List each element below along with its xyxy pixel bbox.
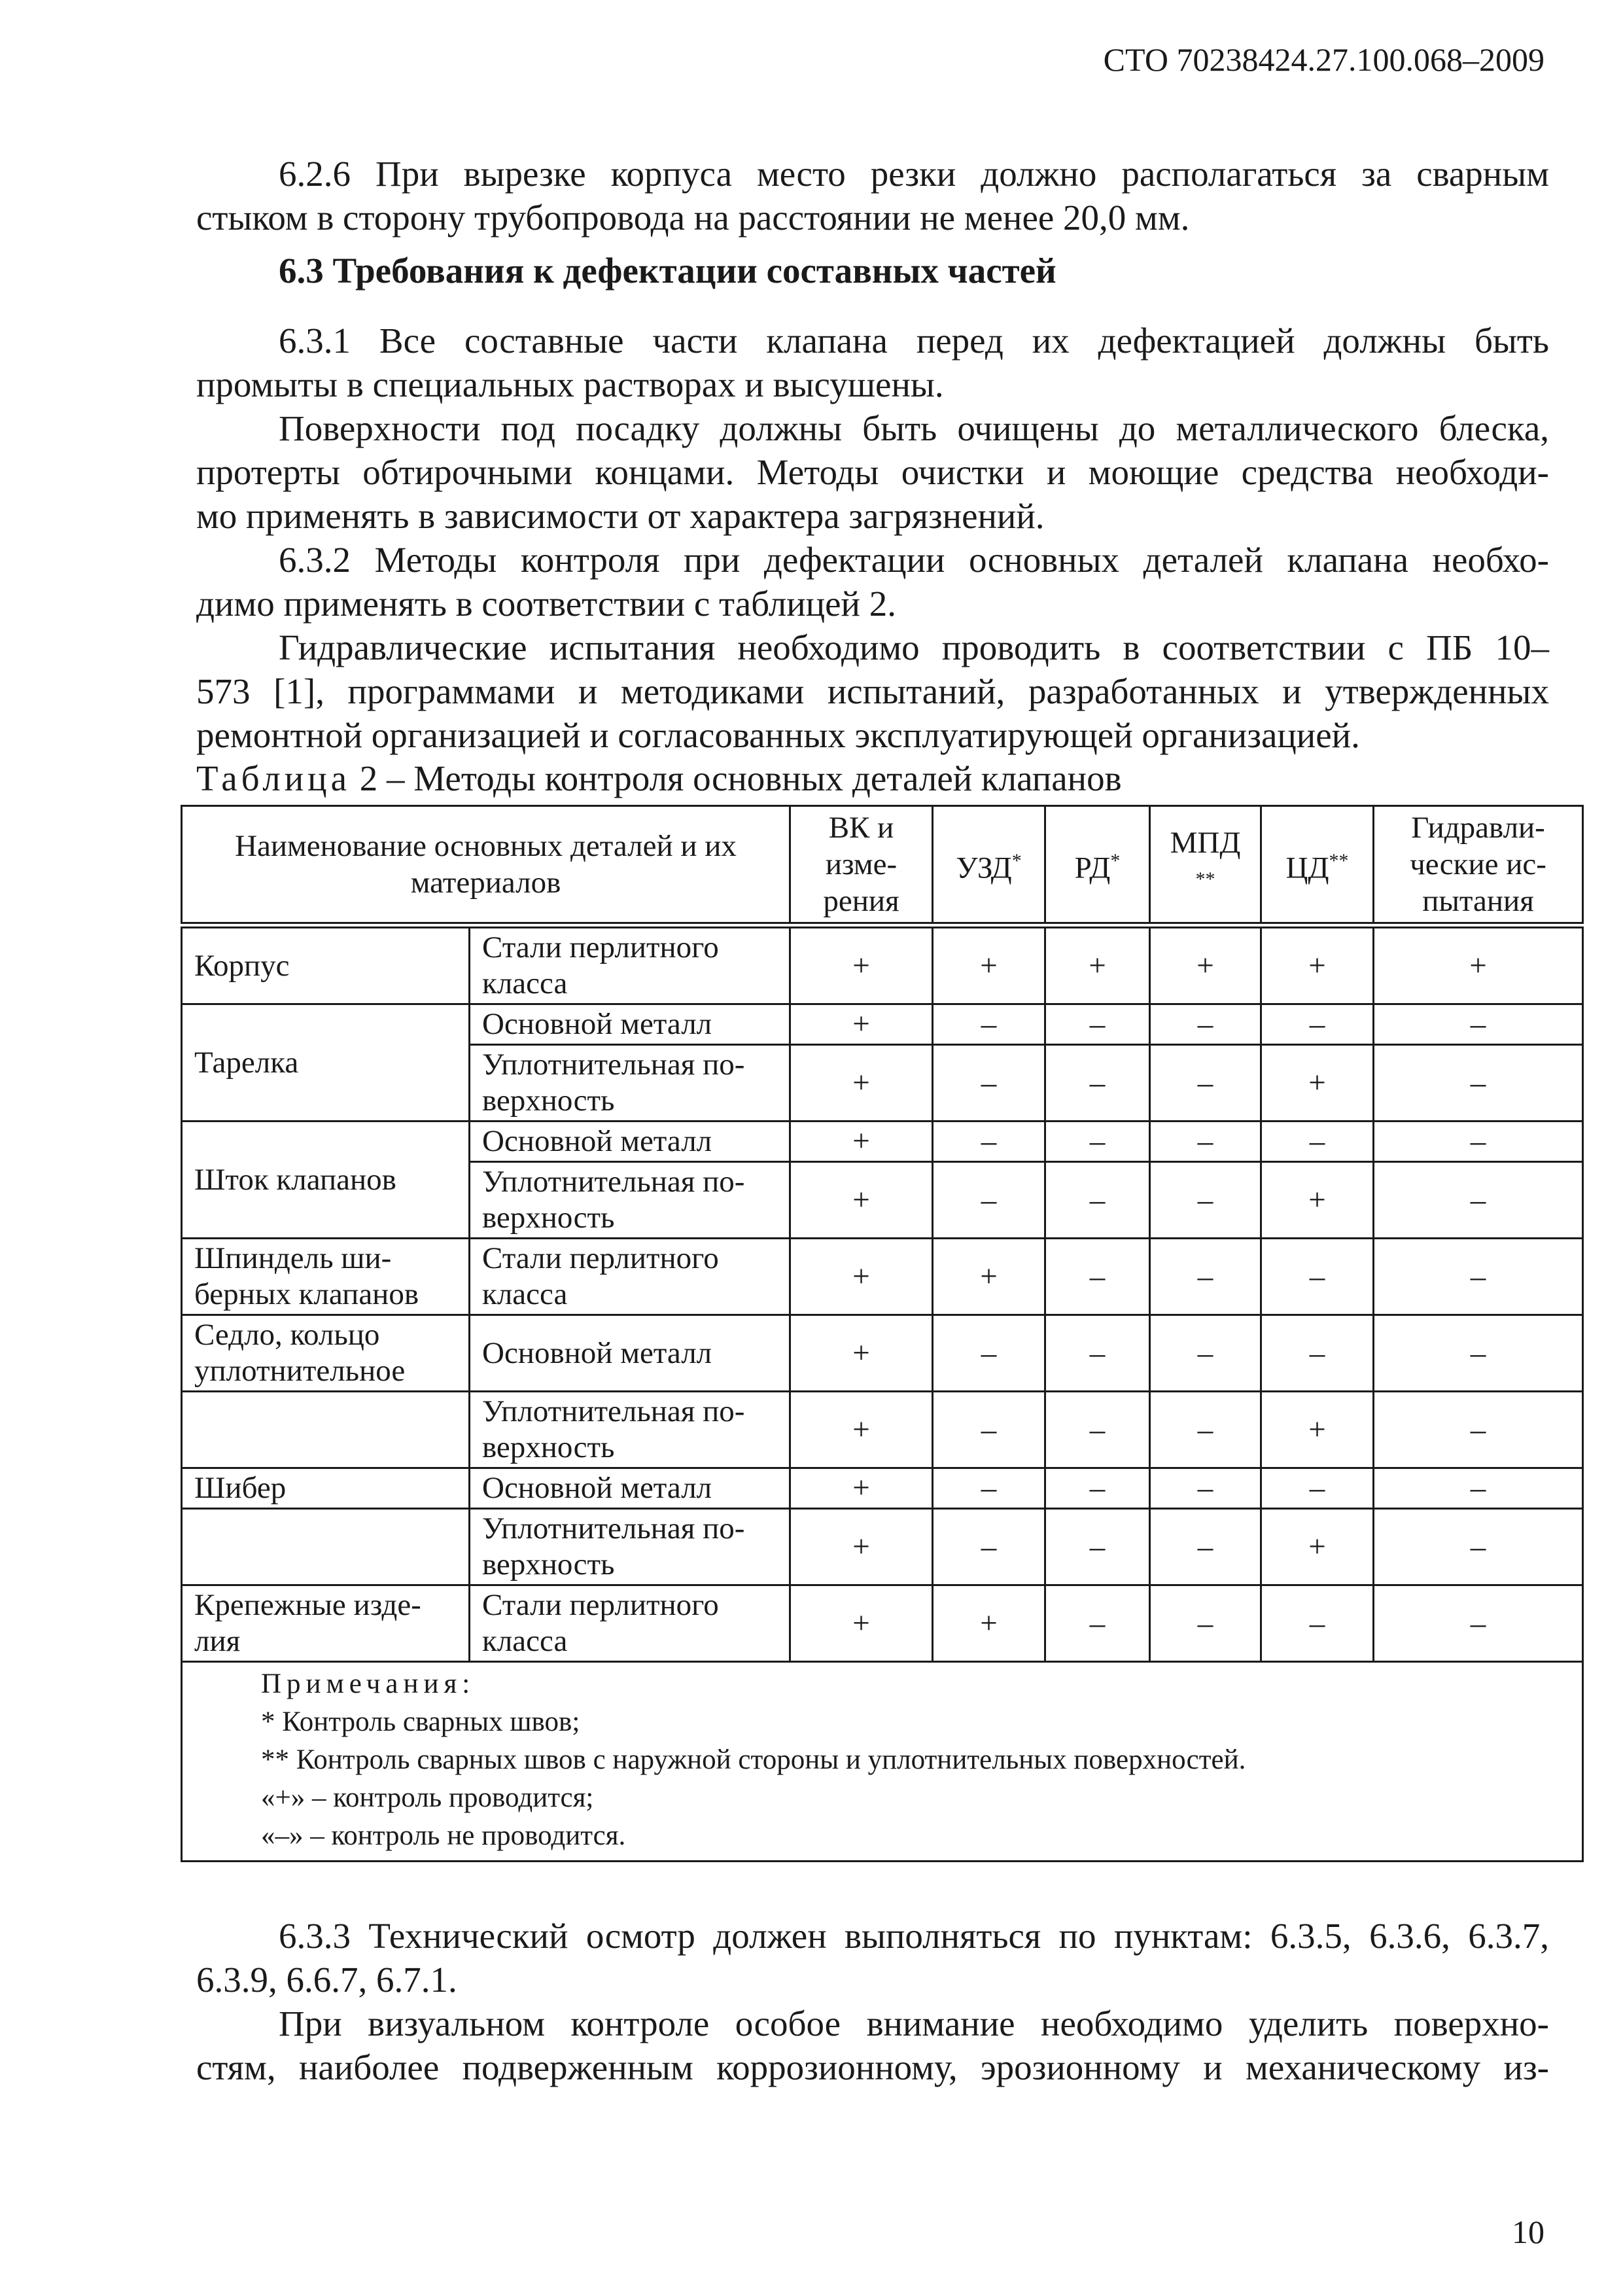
cell-value: + [790, 1315, 933, 1392]
cell-value: – [1150, 1509, 1261, 1585]
document-code: СТО 70238424.27.100.068–2009 [1103, 41, 1544, 78]
paragraph-6-3-1-cleaning [196, 406, 1549, 538]
header-uzd-label: УЗД [956, 851, 1012, 885]
table-row [182, 1468, 1583, 1509]
table-row [182, 1122, 1583, 1162]
cell-value: + [1045, 925, 1150, 1004]
table-caption-label: Таблица [196, 758, 351, 798]
cell-value: + [790, 1239, 933, 1315]
cell-value: – [1150, 1162, 1261, 1239]
header-mpd [1150, 806, 1261, 926]
cell-value: – [1045, 1122, 1150, 1162]
table-row [182, 1585, 1583, 1662]
cell-value: + [790, 1122, 933, 1162]
cell-value: + [1150, 925, 1261, 1004]
text-line: 6.3.2 Методы контроля при дефектации основных деталей клапана необхо- [279, 540, 1549, 580]
text-line: стыком в сторону трубопровода на расстоянии не менее 20,0 мм. [196, 198, 1190, 238]
table-row [182, 1509, 1583, 1585]
text-line: ремонтной организацией и согласованных эксплуатирующей организацией. [196, 715, 1360, 755]
cell-value: – [1374, 1162, 1583, 1239]
cell-value: + [790, 1509, 933, 1585]
cell-value: – [1045, 1392, 1150, 1468]
cell-value: – [1045, 1585, 1150, 1662]
cell-part [182, 1509, 470, 1585]
table-row [182, 1315, 1583, 1392]
cell-material: Основной металл [470, 1122, 790, 1162]
control-methods-table [181, 805, 1584, 1862]
cell-value: + [790, 1392, 933, 1468]
cell-material: Уплотнительная по-верхность [470, 1509, 790, 1585]
note-line: «–» – контроль не проводится. [261, 1820, 626, 1851]
cell-value: – [1374, 1122, 1583, 1162]
cell-value: + [790, 925, 933, 1004]
cell-value: + [790, 1045, 933, 1122]
text-line: мо применять в зависимости от характера загрязнений. [196, 496, 1045, 536]
cell-value: – [1261, 1468, 1374, 1509]
header-rd [1045, 806, 1150, 926]
cell-value: + [933, 1239, 1045, 1315]
cell-value: – [1045, 1045, 1150, 1122]
cell-value: – [1045, 1315, 1150, 1392]
header-cd-mark: ** [1329, 849, 1349, 872]
cell-value: + [1261, 1392, 1374, 1468]
cell-value: – [1374, 1509, 1583, 1585]
cell-value: + [1261, 925, 1374, 1004]
header-mpd-mark: ** [1195, 868, 1215, 890]
cell-value: – [1150, 1585, 1261, 1662]
cell-material: Основной металл [470, 1468, 790, 1509]
cell-value: – [933, 1468, 1045, 1509]
header-cd [1261, 806, 1374, 926]
paragraph-6-2-6 [196, 152, 1549, 239]
cell-value: – [933, 1162, 1045, 1239]
cell-part: Шток клапанов [182, 1122, 470, 1239]
table-row [182, 1004, 1583, 1045]
cell-part: Тарелка [182, 1004, 470, 1122]
cell-part: Седло, кольцо уплотнительное [182, 1315, 470, 1392]
paragraph-6-3-2 [196, 538, 1549, 626]
section-heading-6-3: 6.3 Требования к дефектации составных частей [279, 251, 1056, 291]
text-line: 6.2.6 При вырезке корпуса место резки должно располагаться за сварным [279, 154, 1549, 194]
cell-value: + [1261, 1045, 1374, 1122]
cell-material: Уплотнительная по-верхность [470, 1392, 790, 1468]
table-notes [182, 1662, 1583, 1862]
cell-value: – [933, 1315, 1045, 1392]
cell-value: + [790, 1585, 933, 1662]
paragraph-6-3-3-visual [196, 2002, 1549, 2089]
text-line: 573 [1], программами и методиками испытаний, разработанных и утвержденных [196, 671, 1549, 711]
table-header-row [182, 806, 1583, 926]
note-line: ** Контроль сварных швов с наружной стороны и уплотнительных поверхностей. [261, 1744, 1246, 1775]
cell-material: Основной металл [470, 1004, 790, 1045]
cell-part: Шпиндель ши-берных клапанов [182, 1239, 470, 1315]
text-line: стям, наиболее подверженным коррозионному, эрозионному и механическому из- [196, 2047, 1549, 2087]
cell-value: – [1045, 1468, 1150, 1509]
cell-value: – [1261, 1315, 1374, 1392]
text-line: 6.3.3 Технический осмотр должен выполняться по пунктам: 6.3.5, 6.3.6, 6.3.7, [279, 1916, 1549, 1956]
table-caption-text: 2 – Методы контроля основных деталей клапанов [350, 758, 1122, 798]
cell-value: + [790, 1004, 933, 1045]
cell-value: – [933, 1004, 1045, 1045]
cell-value: – [1045, 1239, 1150, 1315]
table-row [182, 1239, 1583, 1315]
cell-value: – [1374, 1468, 1583, 1509]
note-line: «+» – контроль проводится; [261, 1782, 594, 1813]
cell-value: – [1150, 1122, 1261, 1162]
cell-value: + [1261, 1162, 1374, 1239]
cell-value: – [1150, 1239, 1261, 1315]
cell-value: – [1150, 1004, 1261, 1045]
cell-value: – [1261, 1122, 1374, 1162]
text-line: 6.3.1 Все составные части клапана перед их дефектацией должны быть [279, 321, 1549, 361]
note-line: * Контроль сварных швов; [261, 1706, 580, 1737]
cell-value: – [1374, 1315, 1583, 1392]
cell-value: – [1374, 1004, 1583, 1045]
text-line: протерты обтирочными концами. Методы очистки и моющие средства необходи- [196, 452, 1549, 492]
cell-value: + [790, 1468, 933, 1509]
header-name: Наименование основных деталей и их материалов [182, 806, 790, 926]
text-line: промыты в специальных растворах и высушены. [196, 364, 944, 404]
cell-material: Стали перлитного класса [470, 1585, 790, 1662]
cell-value: + [790, 1162, 933, 1239]
text-line: Гидравлические испытания необходимо проводить в соответствии с ПБ 10– [279, 627, 1549, 667]
cell-value: – [1374, 1392, 1583, 1468]
table-row [182, 925, 1583, 1004]
cell-value: – [1045, 1004, 1150, 1045]
header-vk: ВК и изме-рения [790, 806, 933, 926]
cell-value: + [933, 1585, 1045, 1662]
header-hyd: Гидравли-ческие ис-пытания [1374, 806, 1583, 926]
cell-value: – [1261, 1004, 1374, 1045]
cell-material: Стали перлитного класса [470, 925, 790, 1004]
cell-value: – [933, 1045, 1045, 1122]
header-rd-label: РД [1074, 851, 1111, 885]
cell-part: Корпус [182, 925, 470, 1004]
cell-value: – [933, 1509, 1045, 1585]
cell-material: Стали перлитного класса [470, 1239, 790, 1315]
cell-value: + [1374, 925, 1583, 1004]
page-number: 10 [1512, 2214, 1544, 2250]
cell-value: – [1261, 1585, 1374, 1662]
paragraph-6-3-2-hydraulic [196, 626, 1549, 757]
cell-value: + [933, 925, 1045, 1004]
header-mpd-label: МПД [1170, 825, 1241, 860]
cell-value: + [1261, 1509, 1374, 1585]
cell-value: – [1261, 1239, 1374, 1315]
table-notes-row [182, 1662, 1583, 1862]
text-line: 6.3.9, 6.6.7, 6.7.1. [196, 1960, 457, 2000]
paragraph-6-3-3 [196, 1914, 1549, 2002]
table-row [182, 1392, 1583, 1468]
cell-value: – [1045, 1162, 1150, 1239]
cell-value: – [1150, 1468, 1261, 1509]
header-uzd [933, 806, 1045, 926]
cell-material: Основной металл [470, 1315, 790, 1392]
notes-title: Примечания: [261, 1669, 476, 1699]
cell-part: Крепежные изде-лия [182, 1585, 470, 1662]
cell-value: – [1374, 1045, 1583, 1122]
header-rd-mark: * [1110, 849, 1121, 872]
cell-value: – [1374, 1585, 1583, 1662]
text-line: Поверхности под посадку должны быть очищены до металлического блеска, [279, 408, 1549, 448]
cell-part: Шибер [182, 1468, 470, 1509]
paragraph-6-3-1 [196, 319, 1549, 406]
cell-value: – [1045, 1509, 1150, 1585]
text-line: димо применять в соответствии с таблицей 2. [196, 584, 896, 624]
cell-material: Уплотнительная по-верхность [470, 1162, 790, 1239]
cell-value: – [1150, 1315, 1261, 1392]
cell-value: – [1374, 1239, 1583, 1315]
cell-value: – [1150, 1045, 1261, 1122]
cell-value: – [933, 1392, 1045, 1468]
cell-value: – [933, 1122, 1045, 1162]
cell-material: Уплотнительная по-верхность [470, 1045, 790, 1122]
text-line: При визуальном контроле особое внимание необходимо уделить поверхно- [279, 2004, 1549, 2043]
table-caption [196, 758, 1122, 799]
cell-value: – [1150, 1392, 1261, 1468]
cell-part [182, 1392, 470, 1468]
header-uzd-mark: * [1011, 849, 1022, 872]
header-cd-label: ЦД [1285, 851, 1329, 885]
